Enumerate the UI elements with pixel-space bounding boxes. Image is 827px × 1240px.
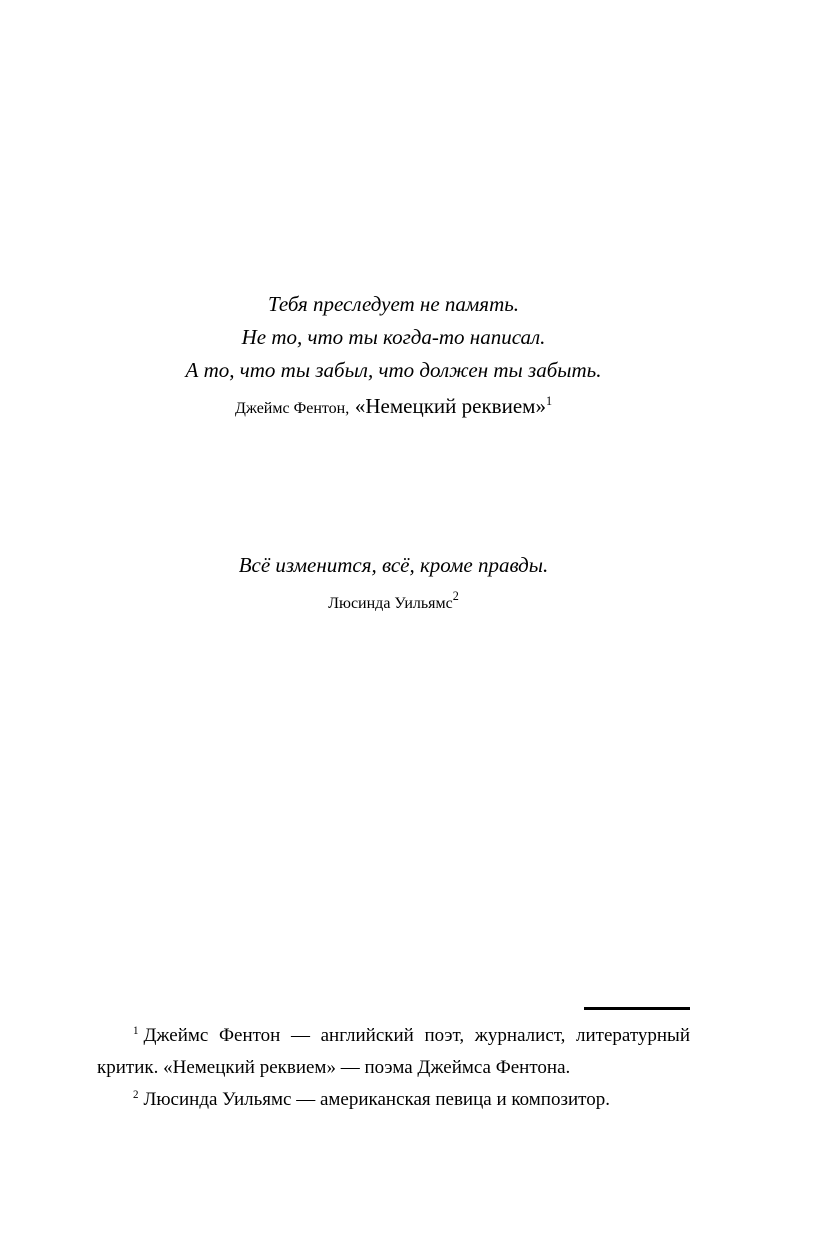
text-column <box>97 0 690 1240</box>
attribution-author: Люсинда Уильямс <box>328 595 453 612</box>
epigraph-fenton <box>97 288 690 425</box>
epigraph-attribution-williams <box>97 585 690 620</box>
epigraph-line-1: Тебя преследует не память. <box>267 292 520 316</box>
attribution-work-title: «Немецкий реквием» <box>354 394 546 418</box>
footnote-number-2: 2 <box>133 1088 139 1101</box>
footnote-separator-rule <box>584 1007 690 1010</box>
footnote-1 <box>97 1020 690 1084</box>
footnote-number-1: 1 <box>133 1024 139 1037</box>
epigraph-line-1: Всё изменится, всё, кроме правды. <box>238 553 549 577</box>
epigraph-williams <box>97 549 690 620</box>
footnote-text-2: Люсинда Уильямс — американская певица и композитор. <box>143 1089 610 1110</box>
footnote-ref-1: 1 <box>545 394 553 408</box>
footnote-text-1: Джеймс Фентон — английский поэт, журналист, литературный критик. «Немецкий реквием» — поэма Джеймса Фентона. <box>97 1025 690 1078</box>
footnote-ref-2: 2 <box>452 589 459 603</box>
attribution-author: Джеймс Фентон, <box>234 400 350 417</box>
footnote-2 <box>97 1084 690 1116</box>
epigraph-attribution-fenton <box>97 390 690 425</box>
epigraph-line-2: Не то, что ты когда-то написал. <box>241 325 546 349</box>
footnotes-block <box>97 1007 690 1116</box>
epigraph-line-3: А то, что ты забыл, что должен ты забыть. <box>185 358 602 382</box>
